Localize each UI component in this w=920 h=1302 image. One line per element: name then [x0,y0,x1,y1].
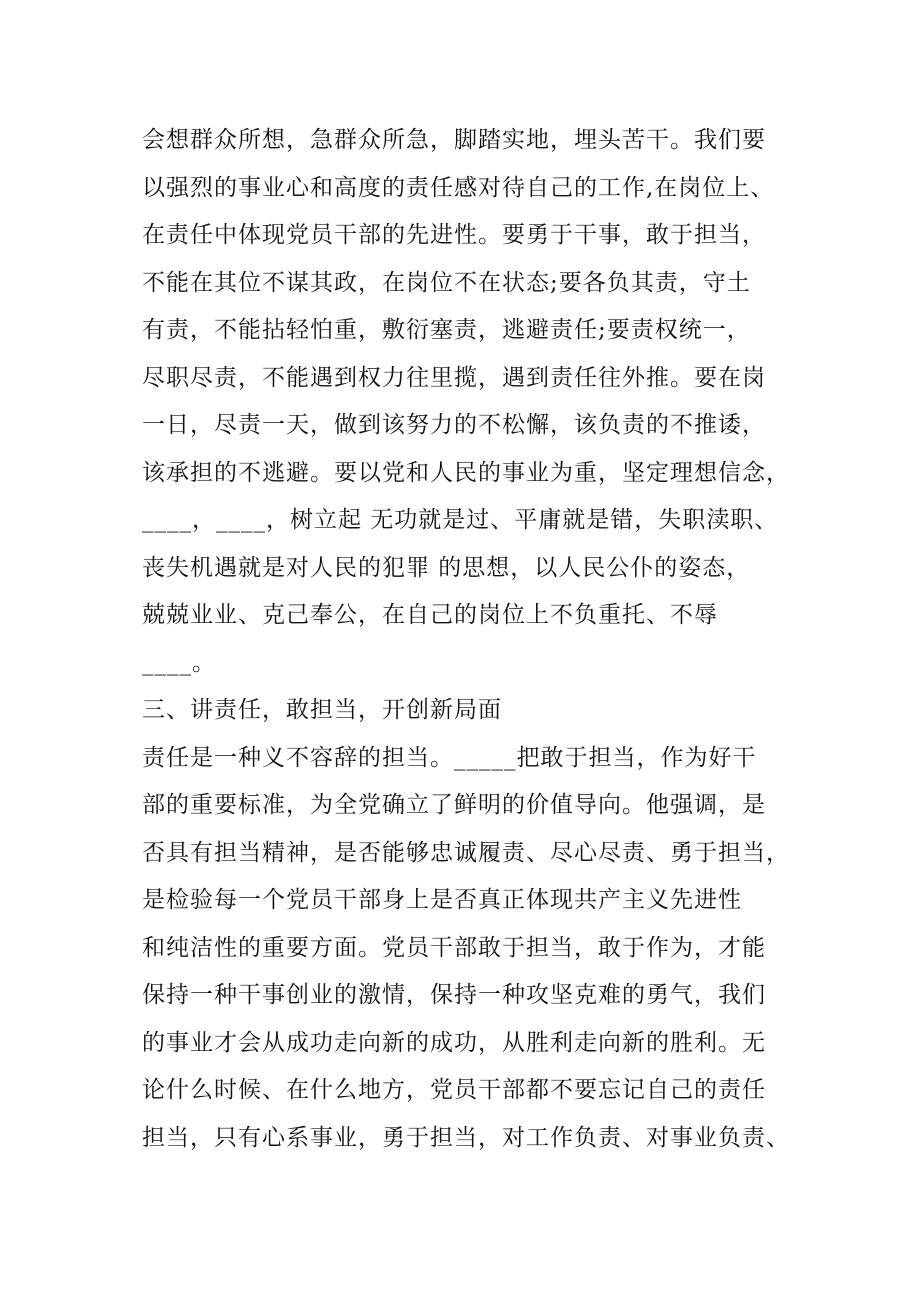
text-line: 和纯洁性的重要方面。党员干部敢于担当，敢于作为，才能 [142,934,766,961]
text-line: 一日，尽责一天，做到该努力的不松懈，该负责的不推诿， [142,412,766,438]
text-line: 在责任中体现党员干部的先进性。要勇于干事，敢于担当， [142,222,766,248]
text-line: 兢兢业业、克己奉公，在自己的岗位上不负重托、不辱 [142,602,718,628]
text-line: 该承担的不逃避。要以党和人民的事业为重，坚定理想信念， [142,459,790,486]
text-line: ____。 [142,649,216,676]
text-line: 保持一种干事创业的激情，保持一种攻坚克难的勇气，我们 [142,982,766,1008]
text-line: 否具有担当精神，是否能够忠诚履责、尽心尽责、勇于担当， [142,839,790,866]
text-line: 以强烈的事业心和高度的责任感对待自己的工作,在岗位上、 [142,174,775,201]
text-line: 丧失机遇就是对人民的犯罪 的思想，以人民公仆的姿态， [142,554,751,581]
text-line: 是检验每一个党员干部身上是否真正体现共产主义先进性 [142,887,742,913]
text-line: 论什么时候、在什么地方，党员干部都不要忘记自己的责任 [142,1077,766,1103]
text-line: 有责，不能拈轻怕重，敷衍塞责，逃避责任;要责权统一， [142,317,751,343]
text-line: 部的重要标准，为全党确立了鲜明的价值导向。他强调，是 [142,792,766,818]
section-heading: 三、讲责任，敢担当，开创新局面 [142,697,502,723]
text-line: 会想群众所想，急群众所急，脚踏实地，埋头苦干。我们要 [142,127,766,153]
text-line: 责任是一种义不容辞的担当。_____把敢于担当，作为好干 [142,744,757,771]
text-line: 不能在其位不谋其政，在岗位不在状态;要各负其责，守土 [142,269,751,296]
text-line: 担当，只有心系事业，勇于担当，对工作负责、对事业负责、 [142,1124,790,1151]
text-line: 尽职尽责，不能遇到权力往里揽，遇到责任往外推。要在岗 [142,364,766,391]
text-line: 的事业才会从成功走向新的成功，从胜利走向新的胜利。无 [142,1029,766,1056]
text-line: ____，____，树立起 无功就是过、平庸就是错，失职渎职、 [142,507,779,533]
document-body [142,117,792,1162]
